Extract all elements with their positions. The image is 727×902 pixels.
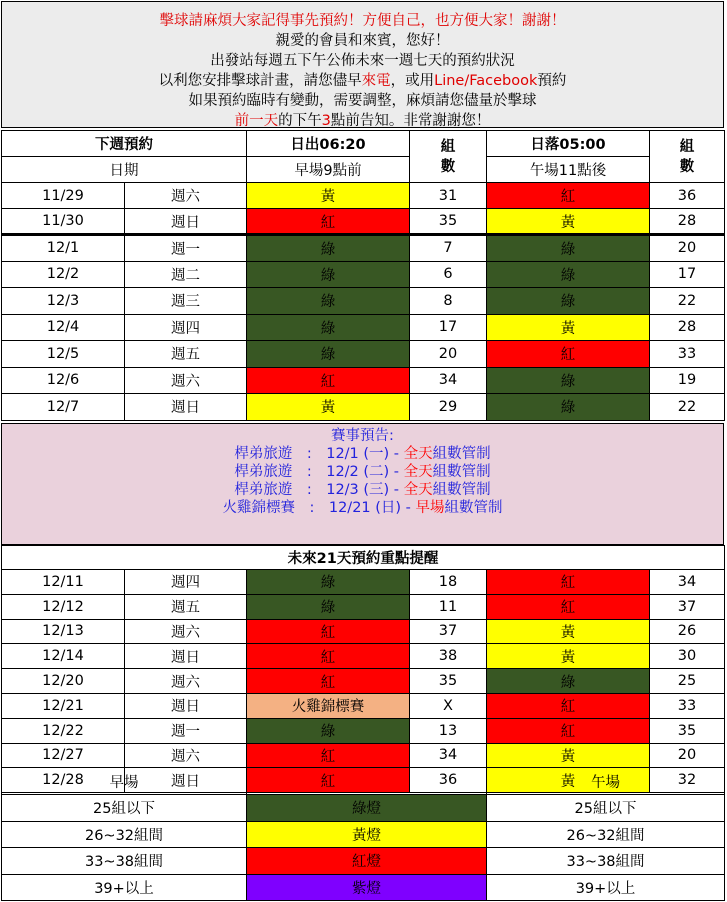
week-weekday: 週四: [125, 314, 247, 341]
legend-color-label: 黃燈: [247, 821, 487, 848]
header-line-1: 擊球請麻煩大家記得事先預約！方便自己，也方便大家！謝謝！: [159, 13, 566, 29]
future-afternoon-status: 紅: [487, 693, 650, 718]
future-weekday: 週一: [125, 718, 247, 743]
legend-morning-range: 33~38組間: [2, 848, 247, 875]
legend-morning-heading: 早場: [2, 768, 247, 795]
future-morning-status: 火雞錦標賽: [247, 693, 410, 718]
week-date: 12/2: [2, 261, 125, 288]
week-row: [2, 235, 725, 262]
future-date: 12/22: [2, 718, 125, 743]
future-row: [2, 718, 725, 743]
future-date: 12/12: [2, 594, 125, 619]
sunset-heading: 日落05:00: [487, 131, 650, 157]
week-afternoon-status: 綠: [487, 288, 650, 315]
header-line-4-post: 預約: [537, 73, 567, 89]
legend-row: [2, 795, 725, 822]
notice-scope: 全天: [403, 464, 433, 480]
future-morning-count: 13: [410, 718, 487, 743]
legend-color-label: 綠燈: [247, 795, 487, 822]
week-date: 11/29: [2, 183, 125, 209]
week-morning-status: 紅: [247, 367, 410, 394]
week-weekday: 週一: [125, 235, 247, 262]
legend-afternoon-range: 26~32組間: [487, 821, 725, 848]
week-morning-count: 34: [410, 367, 487, 394]
header-line-4-mid: ，或用: [390, 73, 435, 89]
legend-row: [2, 821, 725, 848]
future-row: [2, 619, 725, 644]
sunrise-heading: 日出06:20: [247, 131, 410, 157]
week-weekday: 週日: [125, 209, 247, 235]
week-morning-status: 綠: [247, 314, 410, 341]
future-row: [2, 594, 725, 619]
future-weekday: 週日: [125, 768, 247, 793]
week-afternoon-count: 28: [650, 209, 725, 235]
legend-afternoon-range: 39+以上: [487, 874, 725, 901]
header-line-3: 出發站每週五下午公佈未來一週七天的預約狀況: [210, 53, 515, 69]
future-afternoon-status: 綠: [487, 669, 650, 694]
future-morning-status: 紅: [247, 644, 410, 669]
future-date: 12/27: [2, 743, 125, 768]
week-morning-count: 17: [410, 314, 487, 341]
week-afternoon-status: 綠: [487, 261, 650, 288]
future-afternoon-count: 34: [650, 570, 725, 595]
header-line-2: 親愛的會員和來賓，您好！: [275, 33, 450, 49]
future-morning-count: X: [410, 693, 487, 718]
week-afternoon-status: 紅: [487, 341, 650, 368]
future-date: 12/20: [2, 669, 125, 694]
week-morning-count: 29: [410, 394, 487, 421]
future-morning-count: 11: [410, 594, 487, 619]
week-row: [2, 261, 725, 288]
future-afternoon-status: 紅: [487, 570, 650, 595]
future-title: 未來21天預約重點提醒: [2, 546, 725, 570]
week-morning-count: 8: [410, 288, 487, 315]
week-row: [2, 394, 725, 421]
future-date: 12/28: [2, 768, 125, 793]
notice-control: 組數管制: [432, 482, 491, 498]
future-afternoon-status: 黃: [487, 743, 650, 768]
week-afternoon-status: 綠: [487, 394, 650, 421]
week-morning-status: 綠: [247, 261, 410, 288]
future-date: 12/14: [2, 644, 125, 669]
future-date: 12/13: [2, 619, 125, 644]
notice-scope: 全天: [403, 446, 433, 462]
future-weekday: 週六: [125, 619, 247, 644]
future-weekday: 週五: [125, 594, 247, 619]
week-afternoon-count: 17: [650, 261, 725, 288]
future-morning-status: 綠: [247, 718, 410, 743]
future-afternoon-count: 32: [650, 768, 725, 793]
legend-color-label: 紅燈: [247, 848, 487, 875]
week-weekday: 週三: [125, 288, 247, 315]
week-afternoon-count: 22: [650, 288, 725, 315]
future-date: 12/21: [2, 693, 125, 718]
week-date: 12/3: [2, 288, 125, 315]
notice-date: 12/2 (二) -: [326, 464, 404, 480]
future-morning-count: 34: [410, 743, 487, 768]
week-morning-count: 6: [410, 261, 487, 288]
week-afternoon-count: 28: [650, 314, 725, 341]
future-morning-count: 36: [410, 768, 487, 793]
future-date: 12/11: [2, 570, 125, 595]
notice-scope: 早場: [415, 500, 445, 516]
week-date: 12/1: [2, 235, 125, 262]
notice-date: 12/21 (日) -: [328, 500, 416, 516]
future-weekday: 週四: [125, 570, 247, 595]
future-morning-status: 紅: [247, 669, 410, 694]
notice-item: [2, 499, 723, 517]
future-morning-count: 38: [410, 644, 487, 669]
week-afternoon-status: 綠: [487, 367, 650, 394]
future-afternoon-status: 紅: [487, 594, 650, 619]
header-line-6-mid: 的下午: [278, 113, 322, 129]
week-row: [2, 209, 725, 235]
legend-row: [2, 848, 725, 875]
week-morning-status: 紅: [247, 209, 410, 235]
notice-item: [2, 463, 723, 481]
week-morning-status: 綠: [247, 341, 410, 368]
notice-control: 組數管制: [432, 464, 491, 480]
week-afternoon-status: 綠: [487, 235, 650, 262]
legend-table: [1, 767, 725, 901]
legend-morning-range: 39+以上: [2, 874, 247, 901]
legend-morning-range: 26~32組間: [2, 821, 247, 848]
week-weekday: 週日: [125, 394, 247, 421]
notice-scope: 全天: [403, 482, 433, 498]
week-date: 12/6: [2, 367, 125, 394]
header-line-4-call: 來電: [361, 73, 391, 89]
future-afternoon-count: 33: [650, 693, 725, 718]
future-afternoon-status: 黃: [487, 644, 650, 669]
future-weekday: 週日: [125, 644, 247, 669]
header-line-4-pre: 以利您安排擊球計畫，請您儘早: [158, 73, 362, 89]
future-morning-status: 紅: [247, 743, 410, 768]
future-morning-status: 綠: [247, 570, 410, 595]
future-afternoon-status: 黃: [487, 768, 650, 793]
morning-heading: 早場9點前: [247, 157, 410, 183]
legend-morning-range: 25組以下: [2, 795, 247, 822]
legend-afternoon-heading: 午場: [487, 768, 725, 795]
future-row: [2, 693, 725, 718]
header-line-5: 如果預約臨時有變動，需要調整，麻煩請您儘量於擊球: [188, 93, 537, 109]
week-row: [2, 183, 725, 209]
week-morning-count: 7: [410, 235, 487, 262]
header-message: [1, 1, 724, 128]
notice-date: 12/1 (一) -: [326, 446, 404, 462]
future-morning-status: 紅: [247, 768, 410, 793]
event-notice: [1, 423, 724, 545]
future-afternoon-count: 37: [650, 594, 725, 619]
future-afternoon-count: 30: [650, 644, 725, 669]
week-row: [2, 367, 725, 394]
future-morning-count: 37: [410, 619, 487, 644]
week-afternoon-count: 20: [650, 235, 725, 262]
future-row: [2, 644, 725, 669]
notice-date: 12/3 (三) -: [326, 482, 404, 498]
week-afternoon-count: 22: [650, 394, 725, 421]
future-row: [2, 669, 725, 694]
week-row: [2, 314, 725, 341]
afternoon-count-heading: 組數: [650, 131, 725, 183]
notice-event: 桿弟旅遊 :: [234, 446, 327, 462]
week-afternoon-count: 36: [650, 183, 725, 209]
week-afternoon-status: 紅: [487, 183, 650, 209]
afternoon-heading: 午場11點後: [487, 157, 650, 183]
week-afternoon-status: 黃: [487, 209, 650, 235]
notice-control: 組數管制: [444, 500, 503, 516]
week-row: [2, 288, 725, 315]
notice-event: 桿弟旅遊 :: [234, 482, 327, 498]
week-afternoon-count: 19: [650, 367, 725, 394]
header-line-4-app: Line/Facebook: [434, 73, 538, 89]
week-weekday: 週六: [125, 367, 247, 394]
week-morning-count: 20: [410, 341, 487, 368]
week-weekday: 週六: [125, 183, 247, 209]
week-date: 12/7: [2, 394, 125, 421]
header-line-6-post: 點前告知。非常謝謝您！: [330, 113, 491, 129]
legend-afternoon-range: 33~38組間: [487, 848, 725, 875]
legend-row: [2, 874, 725, 901]
future-row: [2, 743, 725, 768]
notice-title: 賽事預告:: [331, 428, 394, 444]
week-table: [1, 130, 725, 421]
future-morning-count: 18: [410, 570, 487, 595]
week-afternoon-count: 33: [650, 341, 725, 368]
morning-count-heading: 組數: [410, 131, 487, 183]
header-line-6-num: 3: [321, 113, 331, 129]
future-row: [2, 570, 725, 595]
week-date: 12/4: [2, 314, 125, 341]
future-afternoon-count: 35: [650, 718, 725, 743]
week-weekday: 週五: [125, 341, 247, 368]
notice-item: [2, 481, 723, 499]
week-date: 11/30: [2, 209, 125, 235]
legend-afternoon-range: 25組以下: [487, 795, 725, 822]
future-table: [1, 545, 725, 793]
header-line-6-day: 前一天: [234, 113, 279, 129]
week-morning-status: 黃: [247, 183, 410, 209]
week-morning-count: 31: [410, 183, 487, 209]
future-morning-status: 綠: [247, 594, 410, 619]
notice-control: 組數管制: [432, 446, 491, 462]
week-weekday: 週二: [125, 261, 247, 288]
legend-color-label: 紫燈: [247, 874, 487, 901]
week-morning-status: 黃: [247, 394, 410, 421]
future-afternoon-status: 黃: [487, 619, 650, 644]
legend-empty: [247, 768, 487, 795]
future-afternoon-count: 26: [650, 619, 725, 644]
week-morning-status: 綠: [247, 235, 410, 262]
future-morning-status: 紅: [247, 619, 410, 644]
future-weekday: 週六: [125, 669, 247, 694]
future-weekday: 週日: [125, 693, 247, 718]
week-date: 12/5: [2, 341, 125, 368]
future-weekday: 週六: [125, 743, 247, 768]
future-morning-count: 35: [410, 669, 487, 694]
header-line-4: [2, 71, 723, 91]
notice-event: 桿弟旅遊 :: [234, 464, 327, 480]
notice-item: [2, 445, 723, 463]
future-afternoon-status: 紅: [487, 718, 650, 743]
future-afternoon-count: 25: [650, 669, 725, 694]
notice-event: 火雞錦標賽 :: [222, 500, 329, 516]
week-morning-count: 35: [410, 209, 487, 235]
next-week-heading: 下週預約: [2, 131, 247, 157]
week-row: [2, 341, 725, 368]
week-morning-status: 綠: [247, 288, 410, 315]
week-afternoon-status: 黃: [487, 314, 650, 341]
header-line-6: [2, 111, 723, 131]
date-heading: 日期: [2, 157, 247, 183]
future-afternoon-count: 20: [650, 743, 725, 768]
